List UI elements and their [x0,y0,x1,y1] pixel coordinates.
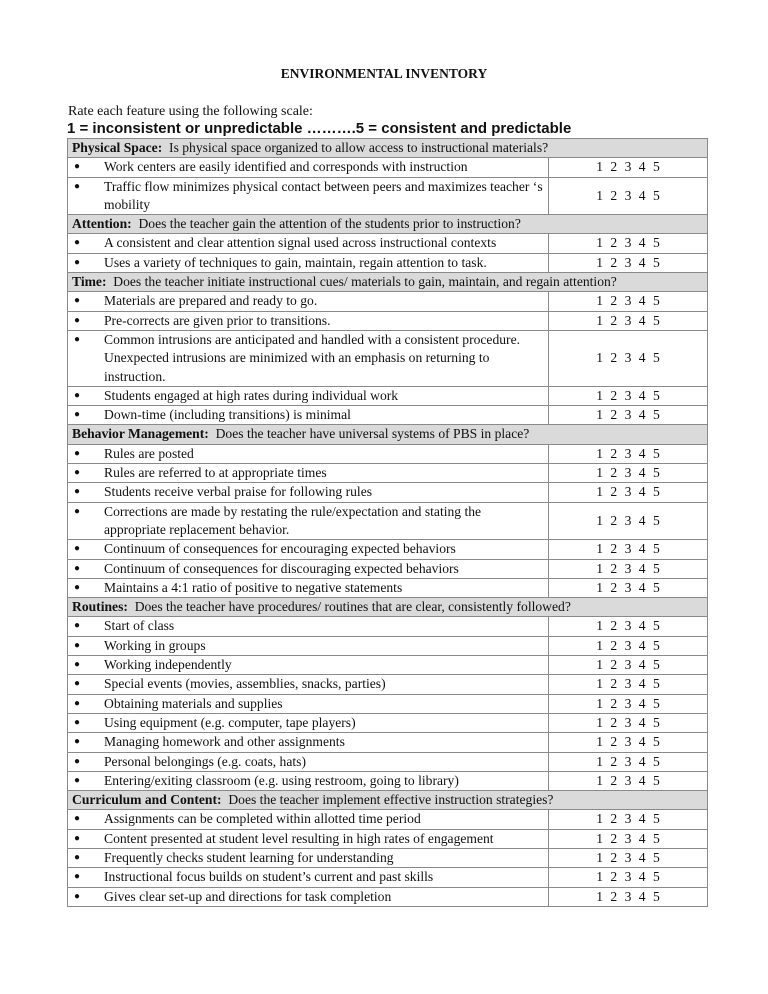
table-row [68,483,708,502]
rating-options[interactable]: 1 2 3 4 5 [549,868,708,887]
item-text: Entering/exiting classroom (e.g. using restroom, going to library) [104,772,459,788]
item-cell [68,771,549,790]
rating-options[interactable]: 1 2 3 4 5 [549,559,708,578]
table-row [68,158,708,177]
rating-options[interactable]: 1 2 3 4 5 [549,733,708,752]
bullet-icon: ● [74,659,81,671]
table-row [68,771,708,790]
item-text: Materials are prepared and ready to go. [104,293,318,309]
bullet-icon: ● [74,851,81,863]
rating-options[interactable]: 1 2 3 4 5 [549,292,708,311]
section-header-row [68,598,708,617]
table-row [68,617,708,636]
table-row [68,656,708,675]
item-text: Obtaining materials and supplies [104,695,283,711]
section-label: Curriculum and Content: [72,792,222,808]
section-header-row [68,791,708,810]
item-text: Managing homework and other assignments [104,734,345,750]
item-text: Content presented at student level resulting in high rates of engagement [104,830,494,846]
item-text: Continuum of consequences for discouraging expected behaviors [104,560,459,576]
item-text: Instructional focus builds on student’s current and past skills [104,869,434,885]
item-cell [68,406,549,425]
table-row [68,636,708,655]
section-label: Routines: [72,599,128,615]
item-cell [68,540,549,559]
table-row [68,406,708,425]
item-cell [68,617,549,636]
section-header-row [68,139,708,158]
rating-options[interactable]: 1 2 3 4 5 [549,578,708,597]
section-label: Physical Space: [72,140,163,155]
section-header-row [68,215,708,234]
item-text: Uses a variety of techniques to gain, maintain, regain attention to task. [104,254,487,270]
item-text: Personal belongings (e.g. coats, hats) [104,753,306,769]
item-cell [68,444,549,463]
table-row [68,292,708,311]
item-text: Continuum of consequences for encouraging expected behaviors [104,541,456,557]
section-header [68,791,708,810]
section-question: Is physical space organized to allow access to instructional materials? [162,140,549,155]
rating-options[interactable]: 1 2 3 4 5 [549,771,708,790]
item-text: Working independently [104,657,232,673]
item-cell [68,810,549,829]
item-text: Using equipment (e.g. computer, tape players) [104,714,356,730]
section-question: Does the teacher have procedures/ routines that are clear, consistently followed? [127,599,571,615]
item-text: Gives clear set-up and directions for task completion [104,888,392,904]
item-cell [68,559,549,578]
section-label: Attention: [72,216,132,232]
table-row [68,868,708,887]
item-text: Maintains a 4:1 ratio of positive to negative statements [104,579,403,595]
item-cell [68,253,549,272]
bullet-icon: ● [74,409,81,421]
item-cell [68,158,549,177]
bullet-icon: ● [74,755,81,767]
item-text: Corrections are made by restating the rule/expectation and stating the appropriate replacement behavior. [104,503,482,537]
bullet-icon: ● [74,639,81,651]
rating-options[interactable]: 1 2 3 4 5 [549,829,708,848]
item-text: A consistent and clear attention signal used across instructional contexts [104,235,497,251]
table-row [68,559,708,578]
bullet-icon: ● [74,832,81,844]
item-text: Common intrusions are anticipated and handled with a consistent procedure. Unexpected intrusions are minimized with an emphasis on returning to instruction. [104,331,521,384]
item-cell [68,656,549,675]
rating-options[interactable]: 1 2 3 4 5 [549,464,708,483]
table-row [68,311,708,330]
item-cell [68,177,549,215]
bullet-icon: ● [74,447,81,459]
table-row [68,675,708,694]
bullet-icon: ● [74,813,81,825]
item-cell [68,694,549,713]
bullet-icon: ● [74,237,81,249]
item-cell [68,464,549,483]
bullet-icon: ● [74,333,81,345]
rating-options[interactable]: 1 2 3 4 5 [549,483,708,502]
item-cell [68,636,549,655]
section-question: Does the teacher gain the attention of the students prior to instruction? [131,216,521,232]
item-cell [68,578,549,597]
bullet-icon: ● [74,620,81,632]
rating-options[interactable]: 1 2 3 4 5 [549,713,708,732]
section-label: Time: [72,274,107,290]
item-cell [68,887,549,906]
item-cell [68,330,549,386]
section-question: Does the teacher initiate instructional cues/ materials to gain, maintain, and regain attention? [106,274,617,290]
bullet-icon: ● [74,295,81,307]
bullet-icon: ● [74,562,81,574]
bullet-icon: ● [74,890,81,902]
item-cell [68,868,549,887]
table-row [68,752,708,771]
section-header-row [68,273,708,292]
rating-options[interactable]: 1 2 3 4 5 [549,887,708,906]
bullet-icon: ● [74,180,81,192]
table-row [68,848,708,867]
item-cell [68,386,549,405]
rating-options[interactable]: 1 2 3 4 5 [549,386,708,405]
bullet-icon: ● [74,736,81,748]
table-row [68,733,708,752]
item-cell [68,713,549,732]
item-cell [68,829,549,848]
rating-options[interactable]: 1 2 3 4 5 [549,848,708,867]
bullet-icon: ● [74,774,81,786]
item-text: Traffic flow minimizes physical contact between peers and maximizes teacher ‘s mobility [104,178,543,212]
bullet-icon: ● [74,871,81,883]
bullet-icon: ● [74,505,81,517]
item-cell [68,848,549,867]
table-row [68,386,708,405]
rating-options[interactable]: 1 2 3 4 5 [549,311,708,330]
section-header [68,215,708,234]
item-text: Assignments can be completed within allotted time period [104,811,421,827]
item-cell [68,483,549,502]
item-cell [68,311,549,330]
rating-options[interactable]: 1 2 3 4 5 [549,253,708,272]
item-cell [68,675,549,694]
section-header [68,598,708,617]
item-text: Students receive verbal praise for following rules [104,484,373,500]
rating-scale-legend: 1 = inconsistent or unpredictable ……….5 = consistent and predictable [67,120,572,137]
rating-options[interactable]: 1 2 3 4 5 [549,177,708,215]
bullet-icon: ● [74,543,81,555]
item-text: Start of class [104,618,175,634]
table-row [68,444,708,463]
rating-options[interactable]: 1 2 3 4 5 [549,656,708,675]
section-label: Behavior Management: [72,426,209,442]
bullet-icon: ● [74,716,81,728]
section-header [68,273,708,292]
bullet-icon: ● [74,581,81,593]
bullet-icon: ● [74,486,81,498]
item-text: Students engaged at high rates during individual work [104,387,399,403]
rating-options[interactable]: 1 2 3 4 5 [549,752,708,771]
table-row [68,810,708,829]
table-row [68,540,708,559]
item-text: Special events (movies, assemblies, snacks, parties) [104,676,386,692]
item-text: Rules are posted [104,445,194,461]
bullet-icon: ● [74,389,81,401]
item-text: Work centers are easily identified and corresponds with instruction [104,159,468,175]
rating-options[interactable]: 1 2 3 4 5 [549,810,708,829]
rating-options[interactable]: 1 2 3 4 5 [549,444,708,463]
table-row [68,330,708,386]
rating-options[interactable]: 1 2 3 4 5 [549,694,708,713]
bullet-icon: ● [74,161,81,173]
rating-options[interactable]: 1 2 3 4 5 [549,617,708,636]
table-row [68,578,708,597]
item-cell [68,502,549,540]
item-cell [68,292,549,311]
rating-options[interactable]: 1 2 3 4 5 [549,636,708,655]
section-question: Does the teacher have universal systems of PBS in place? [208,426,530,442]
item-cell [68,733,549,752]
table-row [68,502,708,540]
bullet-icon: ● [74,256,81,268]
rating-options[interactable]: 1 2 3 4 5 [549,675,708,694]
item-text: Down-time (including transitions) is minimal [104,407,351,423]
table-row [68,234,708,253]
bullet-icon: ● [74,678,81,690]
rating-options[interactable]: 1 2 3 4 5 [549,540,708,559]
item-cell [68,234,549,253]
bullet-icon: ● [74,697,81,709]
rating-options[interactable]: 1 2 3 4 5 [549,406,708,425]
table-row [68,177,708,215]
bullet-icon: ● [74,314,81,326]
section-header [68,425,708,444]
item-text: Frequently checks student learning for understanding [104,849,394,865]
item-text: Rules are referred to at appropriate times [104,465,327,481]
table-row [68,694,708,713]
item-text: Working in groups [104,637,206,653]
section-question: Does the teacher implement effective instruction strategies? [221,792,554,808]
inventory-table [67,138,708,907]
scale-instructions: Rate each feature using the following scale: [68,104,313,119]
section-header [68,139,708,158]
rating-options[interactable]: 1 2 3 4 5 [549,158,708,177]
rating-options[interactable]: 1 2 3 4 5 [549,502,708,540]
bullet-icon: ● [74,467,81,479]
table-row [68,464,708,483]
table-row [68,713,708,732]
table-row [68,887,708,906]
item-text: Pre-corrects are given prior to transitions. [104,312,331,328]
table-row [68,253,708,272]
section-header-row [68,425,708,444]
table-row [68,829,708,848]
page-title: ENVIRONMENTAL INVENTORY [280,66,488,81]
rating-options[interactable]: 1 2 3 4 5 [549,234,708,253]
rating-options[interactable]: 1 2 3 4 5 [549,330,708,386]
item-cell [68,752,549,771]
